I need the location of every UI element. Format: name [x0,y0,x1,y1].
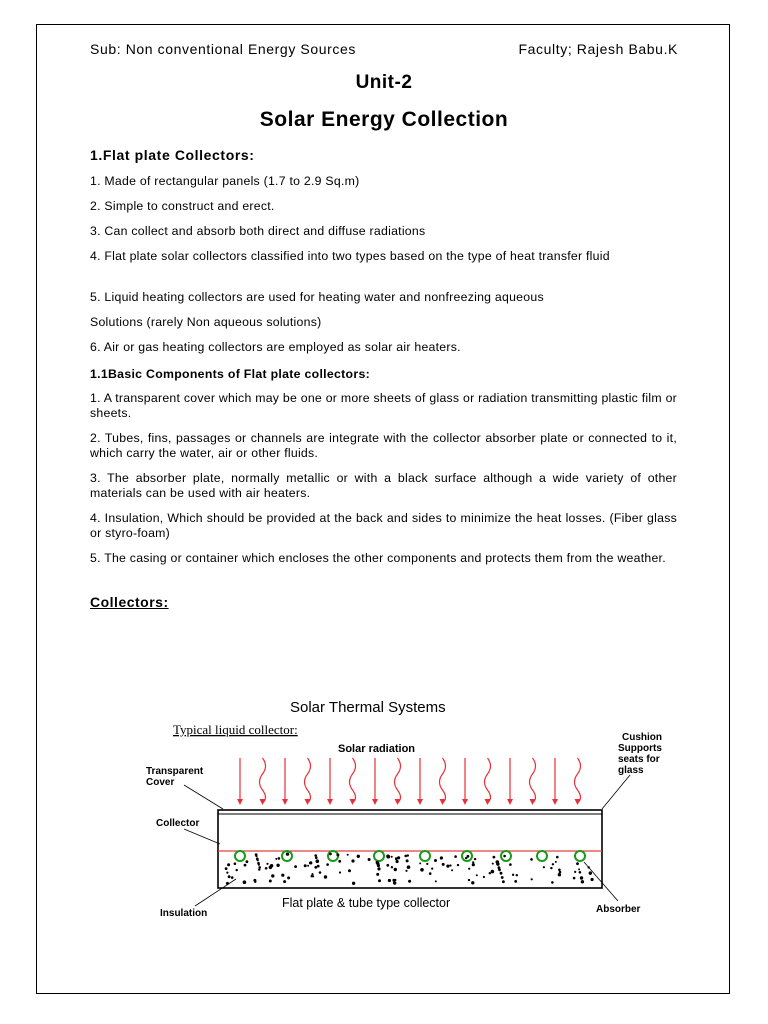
insulation-dot [396,860,399,863]
insulation-dot [457,864,459,866]
insulation-dot [483,876,485,878]
insulation-dot [442,863,445,866]
insulation-dot [255,855,257,857]
insulation-dot [491,870,495,874]
insulation-dot [338,860,341,863]
insulation-dot [386,855,390,859]
insulation-dot [543,866,545,868]
label-insulation: Insulation [160,908,208,919]
insulation-dot [558,869,561,872]
figure-caption: Flat plate & tube type collector [282,896,451,910]
fluid-tube [501,851,511,861]
insulation-dot [580,876,583,879]
insulation-dot [234,862,237,865]
insulation-dot [316,859,320,863]
insulation-dot [378,879,381,882]
label-cushion-3: seats for [618,754,660,765]
insulation-dot [276,864,279,867]
page-title: Solar Energy Collection [259,108,509,131]
radiation-arrowhead [575,799,581,805]
section-heading-flat-plate: 1.Flat plate Collectors: [90,147,255,163]
radiation-ray-wavy [575,758,581,803]
insulation-dot [286,852,289,855]
insulation-dot [514,880,517,883]
insulation-dot [377,867,380,870]
insulation-dot [435,880,437,882]
insulation-dot [317,865,320,868]
insulation-dot [266,863,268,865]
insulation-dot [474,858,476,860]
radiation-arrowhead [395,799,401,805]
insulation-dot [408,880,411,883]
insulation-dot [324,875,327,878]
insulation-dot [408,866,411,869]
radiation-arrowhead [462,799,468,805]
radiation-arrowhead [350,799,356,805]
figure-subtitle: Typical liquid collector: [173,722,298,737]
list-item: 2. Tubes, fins, passages or channels are integrate with the collector absorber plate or connected to it, which carry the water, air or other fluids. [90,431,677,460]
list-item: 1. Made of rectangular panels (1.7 to 2.9 Sq.m) [90,174,360,188]
radiation-arrowhead [327,799,333,805]
radiation-arrowhead [485,799,491,805]
insulation-dot [434,859,437,862]
insulation-dot [283,880,286,883]
insulation-dot [555,861,557,863]
insulation-dot [500,872,503,875]
insulation-dot [578,868,580,870]
label-transparent-cover-2: Cover [146,777,175,788]
label-absorber: Absorber [596,904,641,915]
insulation-dot [550,867,552,869]
list-item: 5. The casing or container which encloses the other components and protects them from the weather. [90,551,666,565]
radiation-arrowhead [282,799,288,805]
insulation-dot [329,853,332,856]
radiation-arrowhead [530,799,536,805]
collectors-heading: Collectors: [90,594,169,610]
radiation-arrowhead [417,799,423,805]
insulation-dot [574,871,576,873]
radiation-arrowhead [260,799,266,805]
fluid-tube [575,851,585,861]
insulation-dot [357,855,360,858]
radiation-ray-wavy [350,758,356,803]
insulation-dot [551,881,554,884]
list-item: 3. The absorber plate, normally metallic or with a black surface although a wide variety of other materials can be used with air heaters. [90,471,677,500]
insulation-dot [258,868,260,870]
insulation-dot [258,864,260,866]
insulation-dot [347,854,349,856]
insulation-dot [311,873,313,875]
insulation-dot [496,862,499,865]
insulation-dot [446,865,449,868]
fluid-tube [235,851,245,861]
header-subject: Sub: Non conventional Energy Sources [90,41,356,57]
insulation-dot [352,882,355,885]
header-faculty: Faculty; Rajesh Babu.K [518,41,678,57]
insulation-dot [556,856,559,859]
insulation-dot [315,856,318,859]
unit-title: Unit-2 [355,72,413,93]
insulation-dot [270,864,273,867]
collector-diagram-svg [140,672,680,928]
insulation-dot [449,864,451,866]
fluid-tube [374,851,384,861]
insulation-dot [516,874,518,876]
collector-casing [218,810,602,888]
list-item: 6. Air or gas heating collectors are employed as solar air heaters. [90,340,461,354]
insulation-dot [391,866,393,868]
insulation-dot [471,881,474,884]
insulation-dot [228,875,231,878]
radiation-arrowhead [440,799,446,805]
insulation-dot [552,863,554,865]
insulation-dot [489,872,491,874]
insulation-dot [319,871,322,874]
fluid-tube [420,851,430,861]
insulation-dot [531,878,533,880]
insulation-dot [368,858,371,861]
insulation-dot [426,863,428,865]
insulation-dot [558,873,561,876]
insulation-dot [326,863,329,866]
insulation-dot [226,872,228,874]
insulation-dot [451,869,453,871]
insulation-dot [393,881,396,884]
insulation-dot [225,867,228,870]
insulation-dot [254,881,256,883]
insulation-dot [388,879,391,882]
insulation-dot [576,862,579,865]
pointer-transparent-cover [184,785,223,809]
list-item: 4. Flat plate solar collectors classified into two types based on the type of heat transfer fluid [90,249,610,263]
page-header [90,41,678,59]
insulation-dot [454,855,457,858]
insulation-dot [404,855,407,858]
radiation-arrowhead [372,799,378,805]
insulation-dot [512,874,514,876]
insulation-dot [336,853,339,856]
insulation-dot [275,858,277,860]
list-item: Solutions (rarely Non aqueous solutions) [90,315,322,329]
insulation-dot [376,873,379,876]
insulation-dot [465,857,467,859]
insulation-dot [498,868,501,871]
insulation-dot [405,870,407,872]
insulation-dot [493,856,496,859]
insulation-dot [377,864,380,867]
insulation-dot [431,868,433,870]
list-item: 5. Liquid heating collectors are used for heating water and nonfreezing aqueous [90,290,544,304]
insulation-dot [391,856,393,858]
insulation-dot [468,879,470,881]
insulation-dot [406,859,409,862]
insulation-dot [503,855,506,858]
insulation-dot [351,859,354,862]
insulation-dot [502,880,505,883]
insulation-dot [311,875,313,877]
insulation-dot [294,865,297,868]
insulation-dot [591,878,594,881]
figure-title: Solar Thermal Systems [290,699,446,716]
insulation-dot [246,860,249,863]
insulation-dot [278,857,281,860]
section-heading-basic-components: 1.1Basic Components of Flat plate collectors: [90,367,370,381]
label-transparent-cover-1: Transparent [146,766,204,777]
solar-radiation-rays [237,758,581,805]
insulation-dot [501,876,504,879]
list-item: 3. Can collect and absorb both direct and diffuse radiations [90,224,426,238]
insulation-dot [304,864,307,867]
insulation-dot [287,876,290,879]
pointer-cushion [602,775,630,809]
radiation-ray-wavy [395,758,401,803]
insulation-dot [395,857,398,860]
insulation-dot [269,880,272,883]
insulation-dot [559,871,562,874]
insulation-dot [419,862,421,864]
insulation-dot [476,874,478,876]
label-cushion-1: Cushion [622,732,662,743]
insulation-dot [307,865,309,867]
insulation-dot [339,871,341,873]
insulation-dot [309,862,312,865]
insulation-dot [468,868,470,870]
radiation-ray-wavy [260,758,266,803]
radiation-arrowhead [237,799,243,805]
radiation-arrowhead [552,799,558,805]
list-item: 1. A transparent cover which may be one or more sheets of glass or radiation transmitting plastic film or sheets. [90,391,677,420]
insulation-dot [258,866,261,869]
insulation-dot [394,879,396,881]
radiation-ray-wavy [530,758,536,803]
insulation-dot [314,854,317,857]
insulation-dot [492,863,494,865]
insulation-dot [231,876,234,879]
insulation-dot [257,859,259,861]
radiation-ray-wavy [485,758,491,803]
insulation-dot [440,856,443,859]
label-collector: Collector [156,818,200,829]
pointer-absorber [584,862,618,901]
radiation-arrowhead [305,799,311,805]
list-item: 4. Insulation, Which should be provided at the back and sides to minimize the heat losses. (Fiber glass or styro-foam) [90,511,677,540]
insulation-dot [530,858,533,861]
list-item: 2. Simple to construct and erect. [90,199,275,213]
insulation-dot [579,871,582,874]
pointer-collector [184,829,220,844]
pointer-insulation [195,879,236,906]
label-cushion-4: glass [618,765,644,776]
insulation-dot [386,864,389,867]
label-solar-radiation: Solar radiation [338,743,416,755]
insulation-dot [314,866,317,869]
insulation-dot [589,873,591,875]
insulation-dot [227,863,230,866]
insulation-dot [429,872,432,875]
label-cushion-2: Supports [618,743,662,754]
insulation-dot [394,868,397,871]
insulation-dot [244,864,247,867]
insulation-dot [581,880,584,883]
radiation-ray-wavy [305,758,311,803]
insulation-dot [265,867,268,870]
insulation-dot [573,877,576,880]
insulation-dot [243,880,247,884]
insulation-dot [420,868,424,872]
insulation-dot [348,869,351,872]
collector-diagram [140,672,680,928]
insulation-dot [472,863,475,866]
fluid-tube [328,851,338,861]
insulation-dot [509,863,512,866]
insulation-dot [236,869,238,871]
insulation-dot [281,874,284,877]
insulation-dot [271,874,274,877]
radiation-arrowhead [507,799,513,805]
fluid-tube [537,851,547,861]
radiation-ray-wavy [440,758,446,803]
